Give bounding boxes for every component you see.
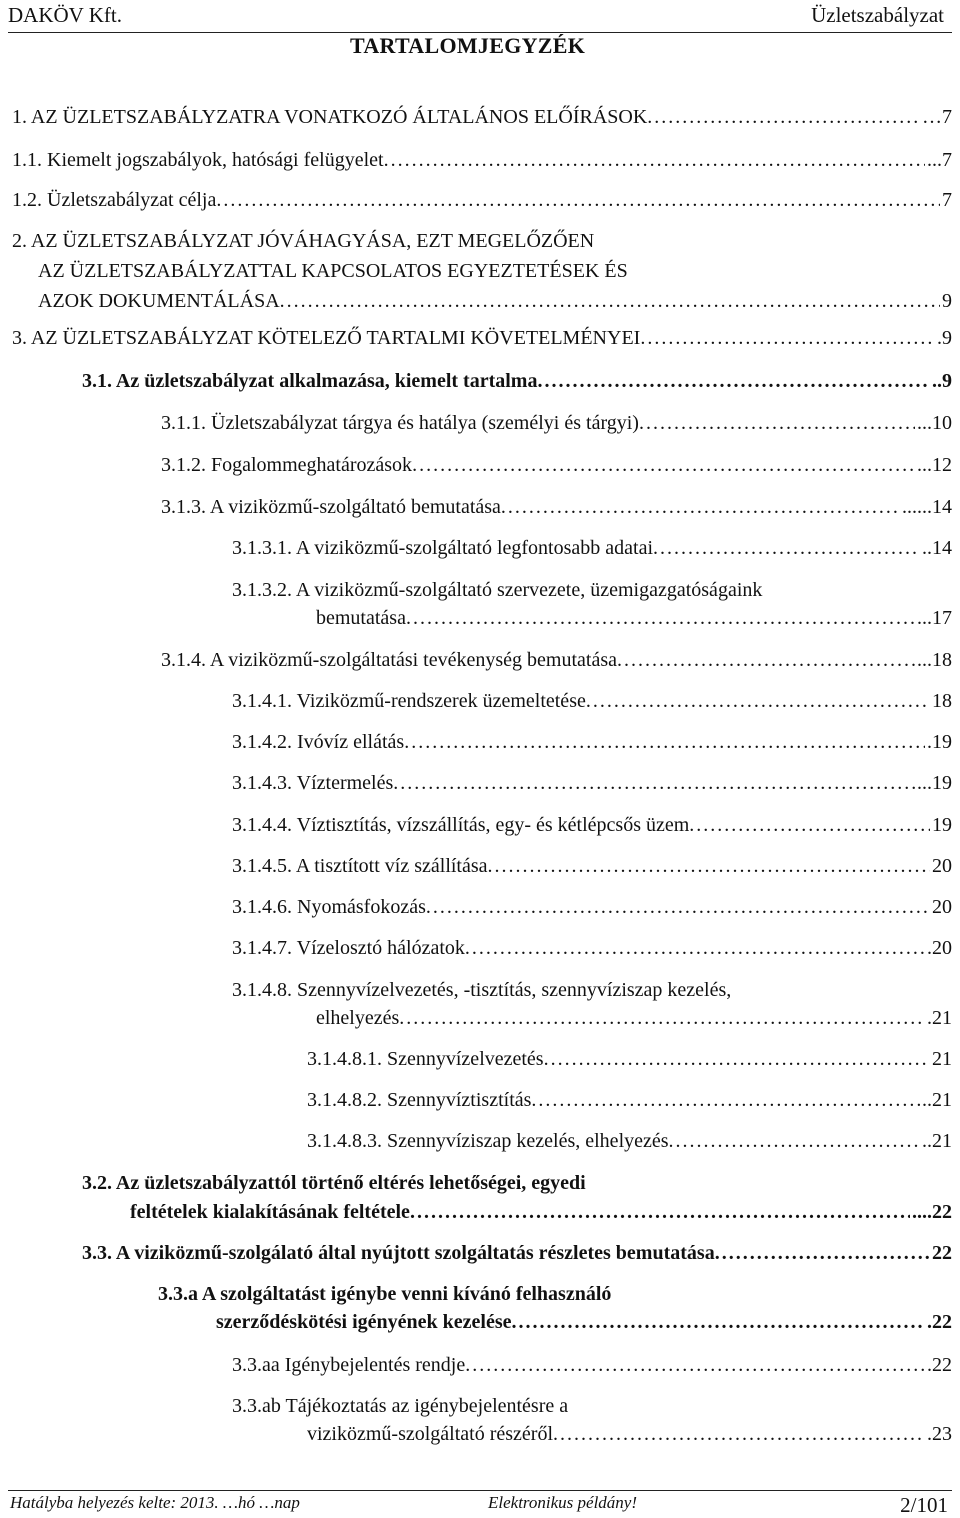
toc-title: TARTALOMJEGYZÉK: [350, 33, 586, 58]
toc-entry-1-1[interactable]: [12, 148, 952, 172]
toc-entry-text: 1.1. Kiemelt jogszabályok, hatósági felügyelet: [12, 149, 384, 171]
toc-entry-page: 20: [932, 855, 952, 877]
dot-leader: [488, 854, 930, 878]
company-name: DAKÖV Kft.: [8, 3, 122, 27]
toc-entry-text: feltételek kialakításának feltétele: [130, 1201, 410, 1223]
toc-entry-2-line2: AZ ÜZLETSZABÁLYZATTAL KAPCSOLATOS EGYEZTETÉSEK ÉS: [38, 260, 628, 282]
dot-leader: [537, 369, 930, 393]
toc-entry-text: 3.1.4.3. Víztermelés: [232, 772, 394, 794]
toc-entry-3-3a[interactable]: [216, 1310, 952, 1334]
dot-leader: [617, 648, 915, 672]
dot-leader: [544, 1047, 930, 1071]
toc-entry-3-2[interactable]: [130, 1200, 952, 1224]
toc-entry-page: 19: [932, 814, 952, 836]
toc-entry-text: viziközmű-szolgáltató részéről: [307, 1423, 554, 1445]
dot-leader: [689, 813, 930, 837]
toc-entry-text: 3.1.3.1. A viziközmű-szolgáltató legfontosabb adatai: [232, 537, 654, 559]
dot-leader: [586, 689, 930, 713]
toc-entry-page: ....22: [912, 1201, 952, 1223]
dot-leader: [511, 1310, 925, 1334]
dot-leader: [384, 148, 925, 172]
dot-leader: [553, 1422, 925, 1446]
toc-entry-3-1-3[interactable]: [161, 495, 952, 519]
toc-entry-page: .23: [927, 1423, 952, 1445]
dot-leader: [465, 1353, 925, 1377]
toc-entry-2-line1: 2. AZ ÜZLETSZABÁLYZAT JÓVÁHAGYÁSA, EZT MEGELŐZŐEN: [12, 230, 595, 252]
toc-entry-text: 3.1.2. Fogalommeghatározások: [161, 454, 413, 476]
toc-entry-text: 3.1.4.1. Viziközmű-rendszerek üzemeltetése: [232, 690, 586, 712]
toc-entry-page: .19: [927, 731, 952, 753]
toc-entry-3-1-4-8-line1: 3.1.4.8. Szennyvízelvezetés, -tisztítás, szennyvíziszap kezelés,: [232, 979, 732, 1001]
toc-entry-text: 3.1.4.8.1. Szennyvízelvezetés: [307, 1048, 544, 1070]
toc-entry-text: 3.1.4.7. Vízelosztó hálózatok: [232, 937, 465, 959]
toc-entry-3-1[interactable]: [82, 369, 952, 393]
toc-entry-page: ...12: [917, 454, 952, 476]
toc-entry-3-3a-line1: 3.3.a A szolgáltatást igénybe venni kívánó felhasználó: [158, 1283, 612, 1305]
toc-entry-3-1-4-1[interactable]: [232, 689, 952, 713]
page-number: 2/101: [900, 1493, 948, 1517]
toc-entry-page: .22: [927, 1311, 952, 1333]
dot-leader: [647, 105, 920, 129]
electronic-copy-note: Elektronikus példány!: [488, 1493, 638, 1512]
toc-entry-3[interactable]: [12, 326, 952, 350]
dot-leader: [410, 1200, 910, 1224]
dot-leader: [669, 1129, 920, 1153]
toc-entry-3-1-4-6[interactable]: [232, 895, 952, 919]
toc-entry-text: 3.1.3. A viziközmű-szolgáltató bemutatása: [161, 496, 501, 518]
toc-entry-3-1-4-3[interactable]: [232, 771, 952, 795]
toc-entry-3-1-4[interactable]: [161, 648, 952, 672]
dot-leader: [639, 411, 915, 435]
toc-entry-2[interactable]: [38, 289, 952, 313]
toc-entry-page: 18: [932, 690, 952, 712]
dot-leader: [393, 771, 915, 795]
toc-entry-1-2[interactable]: [12, 188, 952, 212]
toc-entry-3-3aa[interactable]: [232, 1353, 952, 1377]
toc-entry-3-1-3-2[interactable]: [316, 606, 952, 630]
toc-entry-page: ..21: [922, 1130, 952, 1152]
document-name: Üzletszabályzat: [811, 3, 944, 27]
toc-entry-text: 3.1.4.6. Nyomásfokozás: [232, 896, 426, 918]
toc-entry-page: .9: [937, 327, 952, 349]
toc-entry-text: 3.1.4.8.3. Szennyvíziszap kezelés, elhelyezés: [307, 1130, 669, 1152]
toc-entry-page: 7: [942, 189, 952, 211]
toc-entry-text: 3.1.4.8.2. Szennyvíztisztítás: [307, 1089, 532, 1111]
dot-leader: [531, 1088, 920, 1112]
dot-leader: [501, 495, 900, 519]
toc-entry-3-1-3-1[interactable]: [232, 536, 952, 560]
dot-leader: [404, 730, 925, 754]
page-header: [0, 0, 960, 32]
toc-entry-page: ..9: [932, 370, 952, 392]
toc-entry-text: elhelyezés: [316, 1007, 400, 1029]
toc-entry-page: ...19: [917, 772, 952, 794]
toc-entry-text: AZOK DOKUMENTÁLÁSA: [38, 290, 280, 312]
toc-entry-page: ......14: [902, 496, 952, 518]
toc-entry-text: 3.1.4.4. Víztisztítás, vízszállítás, egy- és kétlépcsős üzem: [232, 814, 690, 836]
toc-entry-page: ..14: [922, 537, 952, 559]
toc-entry-3-2-line1: 3.2. Az üzletszabályzattól történő eltérés lehetőségei, egyedi: [82, 1172, 586, 1194]
toc-entry-3-1-4-4[interactable]: [232, 813, 952, 837]
toc-entry-text: 3.1. Az üzletszabályzat alkalmazása, kiemelt tartalma: [82, 370, 538, 392]
toc-entry-text: 3.3.aa Igénybejelentés rendje: [232, 1354, 466, 1376]
dot-leader: [465, 936, 925, 960]
toc-entry-page: …7: [922, 106, 952, 128]
effective-date: Hatályba helyezés kelte: 2013. …hó …nap: [10, 1493, 300, 1512]
dot-leader: [216, 188, 940, 212]
toc-entry-page: ..21: [922, 1089, 952, 1111]
toc-entry-3-1-3-2-line1: 3.1.3.2. A viziközmű-szolgáltató szervezete, üzemigazgatóságaink: [232, 579, 763, 601]
toc-entry-text: szerződéskötési igényének kezelése: [216, 1311, 512, 1333]
toc-entry-3-1-4-5[interactable]: [232, 854, 952, 878]
dot-leader: [399, 1006, 925, 1030]
toc-entry-3-1-2[interactable]: [161, 453, 952, 477]
toc-entry-3-1-4-8-1[interactable]: [307, 1047, 952, 1071]
toc-entry-text: bemutatása: [316, 607, 406, 629]
toc-entry-text: 3. AZ ÜZLETSZABÁLYZAT KÖTELEZŐ TARTALMI KÖVETELMÉNYEI: [12, 327, 641, 349]
toc-entry-3-1-4-7[interactable]: [232, 936, 952, 960]
toc-entry-text: 3.1.1. Üzletszabályzat tárgya és hatálya (személyi és tárgyi): [161, 412, 639, 434]
toc-entry-1[interactable]: [12, 105, 952, 129]
toc-entry-page: .22: [927, 1354, 952, 1376]
toc-entry-3-3ab[interactable]: [307, 1422, 952, 1446]
dot-leader: [715, 1241, 930, 1265]
dot-leader: [653, 536, 920, 560]
footer-rule: [8, 1490, 952, 1491]
toc-entry-text: 3.1.4.2. Ivóvíz ellátás: [232, 731, 405, 753]
toc-entry-text: 1.2. Üzletszabályzat célja: [12, 189, 217, 211]
toc-entry-page: ...17: [917, 607, 952, 629]
toc-entry-3-1-1[interactable]: [161, 411, 952, 435]
toc-entry-page: 20: [932, 896, 952, 918]
toc-entry-page: 22: [932, 1242, 952, 1264]
toc-entry-text: 3.3. A viziközmű-szolgálató által nyújtott szolgáltatás részletes bemutatása: [82, 1242, 715, 1264]
toc-entry-3-1-4-8-2[interactable]: [307, 1088, 952, 1112]
dot-leader: [280, 289, 940, 313]
toc-entry-text: 3.1.4. A viziközmű-szolgáltatási tevékenység bemutatása: [161, 649, 617, 671]
toc-entry-page: 21: [932, 1048, 952, 1070]
toc-entry-3-1-4-8-3[interactable]: [307, 1129, 952, 1153]
toc-entry-text: 1. AZ ÜZLETSZABÁLYZATRA VONATKOZÓ ÁLTALÁNOS ELŐÍRÁSOK: [12, 106, 648, 128]
toc-entry-page: ...10: [917, 412, 952, 434]
toc-entry-page: .21: [927, 1007, 952, 1029]
page-footer: [0, 1480, 960, 1516]
toc-entry-3-3[interactable]: [82, 1241, 952, 1265]
dot-leader: [406, 606, 915, 630]
toc-entry-3-3ab-line1: 3.3.ab Tájékoztatás az igénybejelentésre a: [232, 1395, 569, 1417]
toc-entry-3-1-4-8[interactable]: [316, 1006, 952, 1030]
toc-entry-page: 9: [942, 290, 952, 312]
toc-entry-page: ...18: [917, 649, 952, 671]
toc-entry-3-1-4-2[interactable]: [232, 730, 952, 754]
dot-leader: [412, 453, 915, 477]
toc-entry-text: 3.1.4.5. A tisztított víz szállítása: [232, 855, 488, 877]
toc-entry-page: .20: [927, 937, 952, 959]
toc-entry-page: ...7: [927, 149, 952, 171]
dot-leader: [640, 326, 935, 350]
dot-leader: [426, 895, 930, 919]
